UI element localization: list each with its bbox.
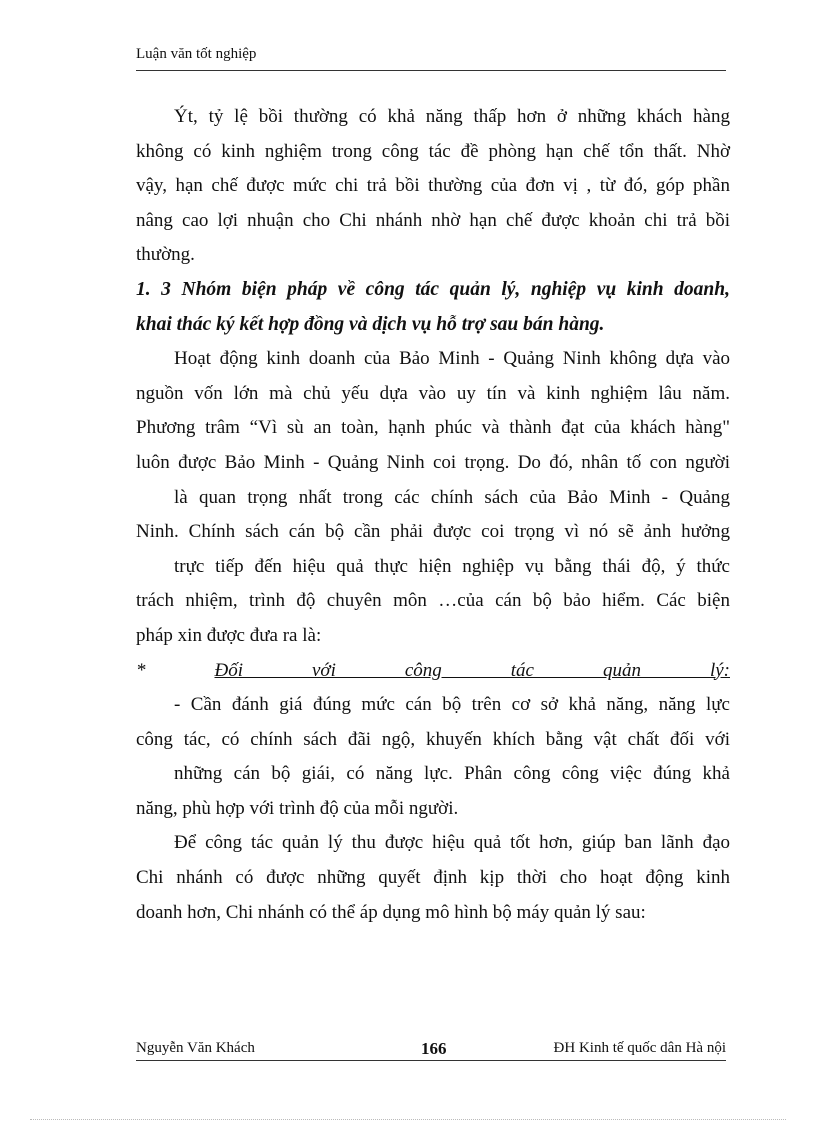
text-line: luôn được Bảo Minh - Quảng Ninh coi trọng. Do đó, nhân tố con người [136,451,730,473]
subheading [136,654,730,689]
text-line: thường. [136,244,195,266]
text-line: Ninh. Chính sách cán bộ cần phải được coi trọng vì nó sẽ ảnh hưởng [136,521,730,543]
footer-school: ĐH Kinh tế quốc dân Hà nội [553,1040,726,1056]
body-text [136,100,730,930]
text-line: là quan trọng nhất trong các chính sách của Bảo Minh - Quảng [174,486,730,508]
text-line: nâng cao lợi nhuận cho Chi nhánh nhờ hạn chế được khoản chi trả bồi [136,209,730,231]
subheading-bullet: * [136,659,215,681]
page-number: 166 [421,1039,447,1058]
text-line: những cán bộ giái, có năng lực. Phân công công việc đúng khả [174,763,730,785]
page-header [136,44,726,71]
text-line: trách nhiệm, trình độ chuyên môn …của cán bộ bảo hiểm. Các biện [136,590,730,612]
text-line: nguồn vốn lớn mà chủ yếu dựa vào uy tín và kinh nghiệm lâu năm. [136,382,730,404]
page-edge-divider [30,1119,786,1120]
text-line: vậy, hạn chế được mức chi trả bồi thường của đơn vị , từ đó, góp phần [136,175,730,197]
text-line: năng, phù hợp với trình độ của mỗi người. [136,797,459,819]
text-line: công tác, có chính sách đãi ngộ, khuyến khích bằng vật chất đối với [136,728,730,750]
text-line: trực tiếp đến hiệu quả thực hiện nghiệp vụ bằng thái độ, ý thức [174,555,730,577]
footer-author: Nguyễn Văn Khách [136,1040,255,1056]
text-line: - Cần đánh giá đúng mức cán bộ trên cơ sở khả năng, năng lực [174,694,730,716]
text-line: doanh hơn, Chi nhánh có thể áp dụng mô hình bộ máy quản lý sau: [136,901,646,923]
text-line: không có kinh nghiệm trong công tác đề phòng hạn chế tổn thất. Nhờ [136,140,730,162]
text-line: Hoạt động kinh doanh của Bảo Minh - Quảng Ninh không dựa vào [174,348,730,370]
text-line: Phương trâm “Vì sù an toàn, hạnh phúc và thành đạt của khách hàng" [136,417,730,439]
page-footer [136,1038,726,1061]
text-line: Để công tác quản lý thu được hiệu quả tốt hơn, giúp ban lãnh đạo [174,832,730,854]
header-title: Luận văn tốt nghiệp [136,46,257,62]
text-line: pháp xin được đưa ra là: [136,624,322,646]
subheading-text: Đối với công tác quản lý: [214,659,730,681]
text-line: Ýt, tỷ lệ bồi thường có khả năng thấp hơn ở những khách hàng [174,106,730,127]
text-line: Chi nhánh có được những quyết định kịp thời cho hoạt động kinh [136,867,730,889]
section-heading-line: 1. 3 Nhóm biện pháp về công tác quản lý, nghiệp vụ kinh doanh, [136,278,730,300]
section-heading-line: khai thác ký kết hợp đồng và dịch vụ hỗ trợ sau bán hàng. [136,313,605,335]
